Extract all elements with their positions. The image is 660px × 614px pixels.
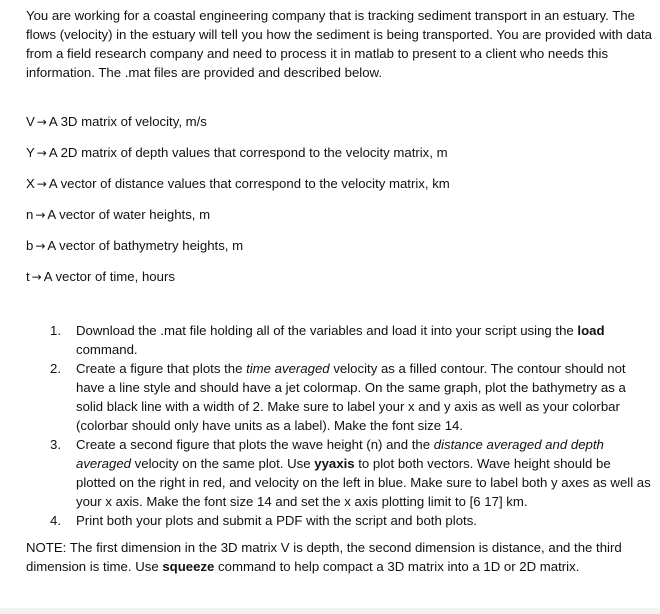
note-keyword: squeeze	[162, 559, 215, 574]
arrow-icon: →	[35, 208, 46, 222]
page-bottom-edge	[0, 608, 660, 614]
variable-symbol: n	[26, 207, 34, 222]
variable-symbol: Y	[26, 145, 35, 160]
step-text: Print both your plots and submit a PDF with the script and both plots.	[76, 513, 477, 528]
step-text: Create a second figure that plots the wave height (n) and the	[76, 437, 434, 452]
step-text: Create a figure that plots the	[76, 361, 247, 376]
step-number: 3.	[50, 437, 61, 452]
variable-item	[26, 205, 652, 225]
arrow-icon: →	[36, 146, 47, 160]
variable-item	[26, 236, 652, 256]
step-text: velocity as a filled contour. The contour should not have a line style and should have a jet colormap. On the same graph, plot the bathymetry as a solid black line with a width of 2. Make sure to label your x and y axis as well as your colorbar (colorbar should only have units as a label). Make the font size 14.	[76, 361, 626, 433]
note-text: NOTE: The first dimension in the 3D matrix V is depth, the second dimension is distance, and the third dimension is time. Use	[26, 540, 622, 574]
note-paragraph	[26, 538, 652, 576]
instruction-step-3	[26, 435, 652, 511]
variable-description: A vector of bathymetry heights, m	[47, 238, 244, 253]
variable-description: A 2D matrix of depth values that correspond to the velocity matrix, m	[48, 145, 448, 160]
instruction-list	[26, 321, 652, 530]
variable-symbol: b	[26, 238, 34, 253]
step-text: command.	[76, 342, 138, 357]
step-number: 4.	[50, 513, 61, 528]
step-text: to plot both vectors. Wave height should be plotted on the right in red, and velocity on the left in blue. Make sure to label both y axes as well as your x axis. Make the font size 14 and set the x axis plotting limit to [6 17] km.	[76, 456, 651, 509]
arrow-icon: →	[36, 177, 47, 191]
variable-description: A vector of water heights, m	[47, 207, 211, 222]
variable-item	[26, 143, 652, 163]
arrow-icon: →	[35, 239, 46, 253]
variable-description: A 3D matrix of velocity, m/s	[48, 114, 207, 129]
step-text: velocity on the same plot. Use	[131, 456, 315, 471]
step-text: Download the .mat file holding all of the variables and load it into your script using the	[76, 323, 578, 338]
note-text: command to help compact a 3D matrix into a 1D or 2D matrix.	[214, 559, 580, 574]
variable-symbol: V	[26, 114, 35, 129]
step-number: 1.	[50, 323, 61, 338]
arrow-icon: →	[31, 270, 42, 284]
step-keyword: load	[577, 323, 605, 338]
variable-description: A vector of time, hours	[43, 269, 175, 284]
arrow-icon: →	[36, 115, 47, 129]
variable-symbol: t	[26, 269, 30, 284]
variable-item	[26, 112, 652, 132]
instruction-step-2	[26, 359, 652, 435]
instruction-step-1	[26, 321, 652, 359]
variable-symbol: X	[26, 176, 35, 191]
step-emphasis: distance averaged and depth averaged	[76, 437, 604, 471]
variable-item	[26, 174, 652, 194]
step-keyword: yyaxis	[314, 456, 355, 471]
variable-item	[26, 267, 652, 287]
document-body	[26, 6, 652, 576]
step-number: 2.	[50, 361, 61, 376]
variable-description: A vector of distance values that correspond to the velocity matrix, km	[48, 176, 450, 191]
variable-list	[26, 112, 652, 287]
instruction-step-4	[26, 511, 652, 530]
step-emphasis: time averaged	[246, 361, 330, 376]
intro-paragraph: You are working for a coastal engineering company that is tracking sediment transport in an estuary. The flows (velocity) in the estuary will tell you how the sediment is being transported. You are provided with data from a field research company and need to process it in matlab to present to a client who needs this information. The .mat files are provided and described below.	[26, 8, 653, 80]
